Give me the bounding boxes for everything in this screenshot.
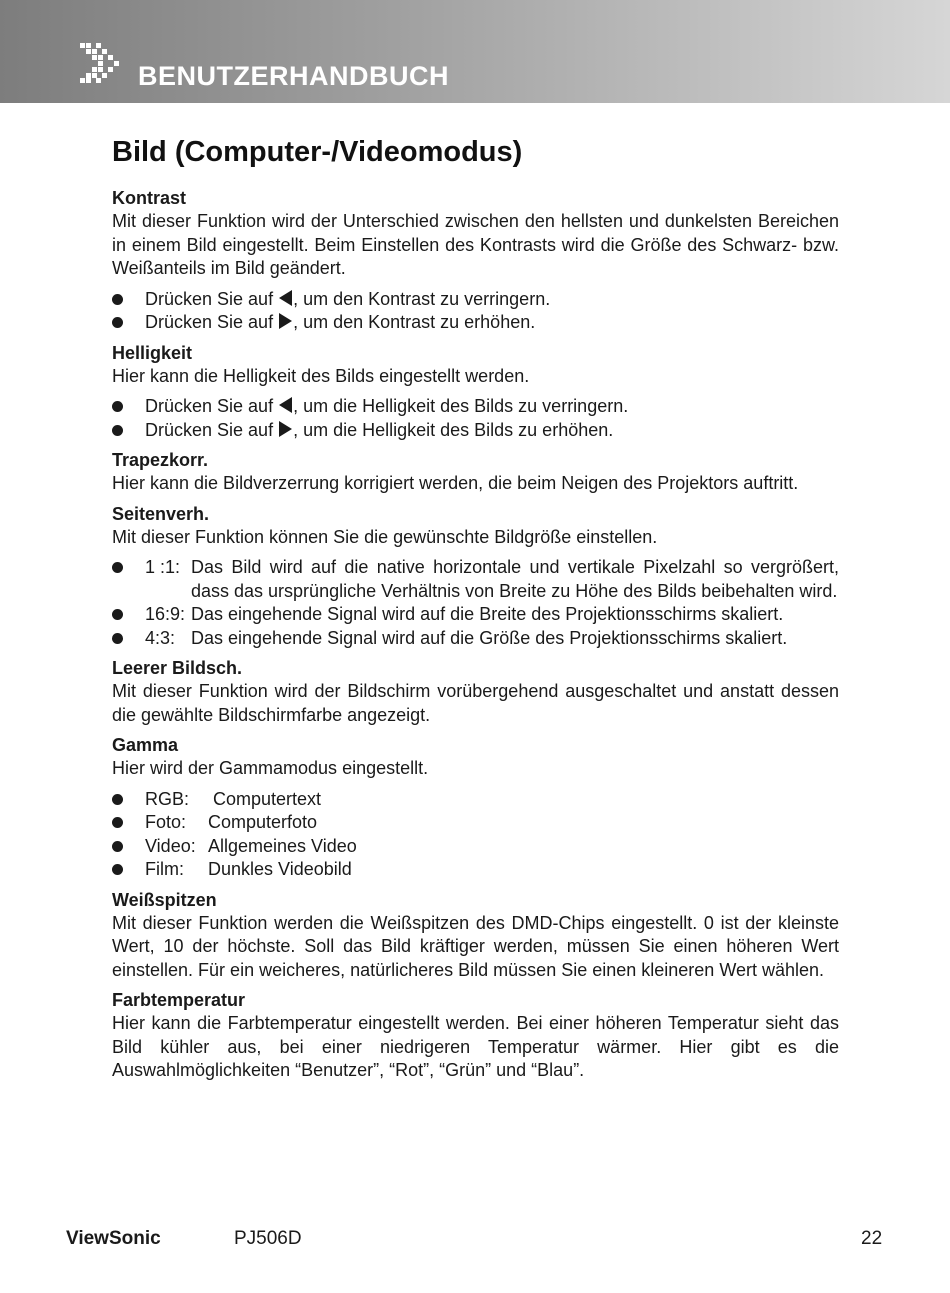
triangle-left-icon <box>279 397 292 413</box>
bullet-tag: 4:3: <box>145 627 176 648</box>
section-heading: Farbtemperatur <box>112 990 246 1010</box>
section-text: Hier kann die Helligkeit des Bilds eingestellt werden. <box>112 365 530 386</box>
bullet-text: Drücken Sie auf <box>145 419 279 440</box>
bullet-tag: 1 :1: <box>145 557 181 577</box>
bullet-tag: Video: <box>145 835 196 856</box>
section-text: Hier kann die Bildverzerrung korrigiert werden, die beim Neigen des Projektors auftritt. <box>112 473 799 493</box>
list-item <box>112 858 839 882</box>
page-title: Bild (Computer-/Videomodus) <box>112 136 523 168</box>
bullet-desc: Dunkles Videobild <box>208 859 352 879</box>
bullet-text: , um die Helligkeit des Bilds zu verringern. <box>293 396 629 416</box>
bullet-desc: Allgemeines Video <box>208 835 357 856</box>
triangle-right-icon <box>279 313 292 329</box>
list-item <box>112 395 839 419</box>
section-helligkeit <box>112 342 839 443</box>
section-heading: Weißspitzen <box>112 889 217 910</box>
section-heading: Helligkeit <box>112 342 193 363</box>
bullet-list <box>112 556 839 650</box>
double-chevron-right-icon <box>80 43 124 83</box>
bullet-text: Drücken Sie auf <box>145 396 279 416</box>
list-item <box>112 419 839 443</box>
bullet-text: , um den Kontrast zu verringern. <box>293 288 551 309</box>
section-heading: Seitenverh. <box>112 503 210 524</box>
section-heading: Kontrast <box>112 188 187 208</box>
main-content <box>112 132 839 1090</box>
list-item <box>112 556 839 603</box>
section-heading: Leerer Bildsch. <box>112 658 243 678</box>
list-item <box>112 788 839 812</box>
bullet-tag: RGB: <box>145 788 190 809</box>
list-item <box>112 311 839 335</box>
bullet-list <box>112 395 839 442</box>
bullet-desc: Das eingehende Signal wird auf die Breite des Projektionsschirms skaliert. <box>191 604 784 624</box>
section-farbtemperatur <box>112 989 839 1083</box>
triangle-left-icon <box>279 290 292 306</box>
bullet-desc: Computerfoto <box>208 812 318 832</box>
manual-header-title: BENUTZERHANDBUCH <box>138 61 449 91</box>
bullet-desc: Das Bild wird auf die native horizontale und vertikale Pixelzahl so vergrößert, dass das ursprüngliche Verhältnis von Breite zu Höhe des Bilds beibehalten wird. <box>191 557 839 601</box>
bullet-desc: Das eingehende Signal wird auf die Größe des Projektionsschirms skaliert. <box>191 627 788 648</box>
section-text: Mit dieser Funktion wird der Unterschied zwischen den hellsten und dunkelsten Bereichen in einem Bild eingestellt. Beim Einstellen des Kontrasts wird die Größe des Schwarz- bzw. Weißanteils im Bild geändert. <box>112 211 839 278</box>
section-weissspitzen <box>112 889 839 983</box>
section-seitenverh <box>112 503 839 651</box>
section-kontrast <box>112 187 839 335</box>
header-banner <box>0 0 950 103</box>
bullet-list <box>112 288 839 335</box>
section-heading: Trapezkorr. <box>112 450 209 470</box>
section-text: Hier kann die Farbtemperatur eingestellt werden. Bei einer höheren Temperatur sieht das Bild kühler aus, bei einer niedrigeren Temperatur wärmer. Hier gibt es die Auswahlmöglichkeiten “Benutzer”, “Rot”, “Grün” und “Blau”. <box>112 1013 839 1080</box>
page-number: 22 <box>861 1228 883 1249</box>
section-text: Mit dieser Funktion können Sie die gewünschte Bildgröße einstellen. <box>112 526 658 547</box>
triangle-right-icon <box>279 421 292 437</box>
section-text: Mit dieser Funktion wird der Bildschirm vorübergehend ausgeschaltet und anstatt dessen die gewählte Bildschirmfarbe angezeigt. <box>112 681 839 725</box>
bullet-text: , um den Kontrast zu erhöhen. <box>293 312 536 332</box>
bullet-tag: Film: <box>145 859 184 879</box>
section-heading: Gamma <box>112 735 179 755</box>
footer-brand: ViewSonic <box>66 1228 161 1249</box>
list-item <box>112 835 839 859</box>
bullet-text: , um die Helligkeit des Bilds zu erhöhen. <box>293 419 614 440</box>
section-trapezkorr <box>112 449 839 496</box>
bullet-text: Drücken Sie auf <box>145 312 279 332</box>
section-text: Hier wird der Gammamodus eingestellt. <box>112 758 429 778</box>
list-item <box>112 811 839 835</box>
section-gamma <box>112 734 839 882</box>
footer-model: PJ506D <box>234 1228 302 1249</box>
bullet-tag: 16:9: <box>145 604 186 624</box>
bullet-text: Drücken Sie auf <box>145 288 279 309</box>
list-item <box>112 288 839 312</box>
section-leerer-bildsch <box>112 657 839 727</box>
bullet-desc: Computertext <box>213 788 322 809</box>
bullet-list <box>112 788 839 882</box>
bullet-tag: Foto: <box>145 812 187 832</box>
section-text: Mit dieser Funktion werden die Weißspitzen des DMD-Chips eingestellt. 0 ist der kleinste Wert, 10 der höchste. Soll das Bild kräftiger werden, müssen Sie einen höheren Wert einstellen. Für ein weicheres, natürlicheres Bild müssen Sie einen kleineren Wert wählen. <box>112 912 839 980</box>
list-item <box>112 603 839 627</box>
list-item <box>112 627 839 651</box>
